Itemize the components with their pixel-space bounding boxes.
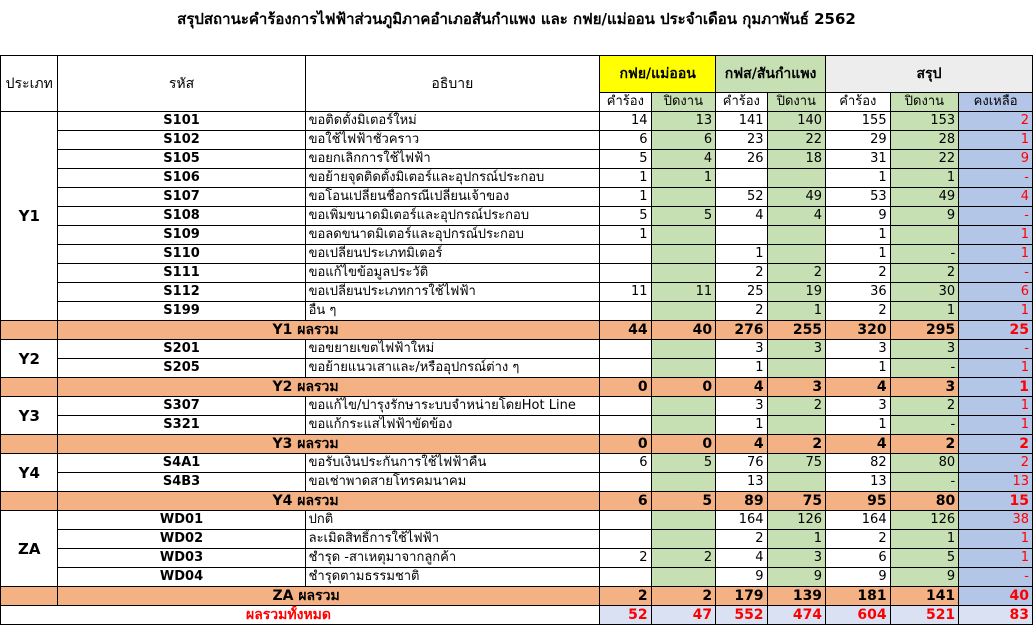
a-closed-cell — [651, 416, 716, 435]
b-request-cell: 3 — [716, 397, 767, 416]
a-request-cell: 5 — [600, 207, 651, 226]
code-cell: S101 — [58, 112, 305, 131]
subtotal-b-request: 4 — [716, 435, 767, 454]
b-request-cell: 2 — [716, 302, 767, 321]
a-request-cell: 1 — [600, 169, 651, 188]
subtotal-a-closed: 40 — [651, 321, 716, 340]
description-cell: ชำรุดตามธรรมชาติ — [305, 568, 600, 587]
remaining-cell: 1 — [959, 359, 1033, 378]
a-request-cell: 6 — [600, 131, 651, 150]
a-request-cell: 11 — [600, 283, 651, 302]
b-closed-cell — [767, 359, 826, 378]
code-cell: S108 — [58, 207, 305, 226]
remaining-cell: - — [959, 264, 1033, 283]
subtotal-a-request: 0 — [600, 378, 651, 397]
b-request-cell: 3 — [716, 340, 767, 359]
b-closed-cell — [767, 169, 826, 188]
subtotal-remaining: 25 — [959, 321, 1033, 340]
description-cell: ขอเช่าพาดสายโทรคมนาคม — [305, 473, 600, 492]
description-cell: ขอเปลี่ยนประเภทมิเตอร์ — [305, 245, 600, 264]
b-closed-cell: 1 — [767, 302, 826, 321]
a-closed-cell: 5 — [651, 454, 716, 473]
code-cell: S205 — [58, 359, 305, 378]
s-closed-cell: 1 — [890, 169, 959, 188]
s-closed-cell: 9 — [890, 207, 959, 226]
subtotal-b-request: 276 — [716, 321, 767, 340]
header-group2: กฟส/สันกำแพง — [716, 56, 826, 93]
b-request-cell — [716, 226, 767, 245]
remaining-cell: 1 — [959, 131, 1033, 150]
s-request-cell: 2 — [826, 264, 891, 283]
s-request-cell: 1 — [826, 416, 891, 435]
a-request-cell — [600, 340, 651, 359]
s-request-cell: 53 — [826, 188, 891, 207]
s-closed-cell: - — [890, 359, 959, 378]
s-closed-cell: 2 — [890, 264, 959, 283]
s-request-cell: 1 — [826, 226, 891, 245]
subtotal-remaining: 2 — [959, 435, 1033, 454]
header-group1: กฟย/แม่ออน — [600, 56, 716, 93]
b-closed-cell — [767, 245, 826, 264]
s-closed-cell: 22 — [890, 150, 959, 169]
subtotal-row — [1, 492, 1033, 511]
code-cell: S4B3 — [58, 473, 305, 492]
subtotal-s-request: 4 — [826, 378, 891, 397]
a-request-cell — [600, 511, 651, 530]
a-request-cell — [600, 245, 651, 264]
b-closed-cell: 140 — [767, 112, 826, 131]
header-summary: สรุป — [826, 56, 1033, 93]
table-row — [1, 340, 1033, 359]
remaining-cell: - — [959, 207, 1033, 226]
s-request-cell: 164 — [826, 511, 891, 530]
code-cell: S112 — [58, 283, 305, 302]
b-request-cell: 1 — [716, 245, 767, 264]
table-row — [1, 473, 1033, 492]
b-closed-cell — [767, 473, 826, 492]
b-request-cell: 2 — [716, 530, 767, 549]
b-request-cell: 76 — [716, 454, 767, 473]
subtotal-row — [1, 587, 1033, 606]
subtotal-a-request: 2 — [600, 587, 651, 606]
code-cell: S307 — [58, 397, 305, 416]
b-closed-cell — [767, 416, 826, 435]
header-b-request: คำร้อง — [716, 93, 767, 112]
a-closed-cell: 6 — [651, 131, 716, 150]
s-request-cell: 2 — [826, 530, 891, 549]
subtotal-blank — [1, 378, 58, 397]
a-closed-cell — [651, 302, 716, 321]
s-closed-cell: 28 — [890, 131, 959, 150]
subtotal-row — [1, 435, 1033, 454]
code-cell: S107 — [58, 188, 305, 207]
category-cell: ZA — [1, 511, 58, 587]
header-type: ประเภท — [1, 56, 58, 112]
a-closed-cell — [651, 188, 716, 207]
description-cell: ขอขยายเขตไฟฟ้าใหม่ — [305, 340, 600, 359]
description-cell: ขอย้ายแนวเสาและ/หรืออุปกรณ์ต่าง ๆ — [305, 359, 600, 378]
description-cell: ขอติดตั้งมิเตอร์ใหม่ — [305, 112, 600, 131]
remaining-cell: 38 — [959, 511, 1033, 530]
b-request-cell: 13 — [716, 473, 767, 492]
b-closed-cell: 2 — [767, 264, 826, 283]
a-closed-cell: 13 — [651, 112, 716, 131]
remaining-cell: 1 — [959, 226, 1033, 245]
s-closed-cell: - — [890, 245, 959, 264]
subtotal-b-closed: 255 — [767, 321, 826, 340]
table-row — [1, 397, 1033, 416]
description-cell: ขอโอนเปลี่ยนชื่อกรณีเปลี่ยนเจ้าของ — [305, 188, 600, 207]
grand-b-closed: 474 — [767, 606, 826, 625]
a-request-cell — [600, 302, 651, 321]
s-closed-cell: - — [890, 473, 959, 492]
grand-a-request: 52 — [600, 606, 651, 625]
code-cell: WD01 — [58, 511, 305, 530]
table-row — [1, 150, 1033, 169]
header-s-closed: ปิดงาน — [890, 93, 959, 112]
table-row — [1, 511, 1033, 530]
a-request-cell: 6 — [600, 454, 651, 473]
table-row — [1, 416, 1033, 435]
s-closed-cell: 126 — [890, 511, 959, 530]
code-cell: S105 — [58, 150, 305, 169]
code-cell: WD04 — [58, 568, 305, 587]
code-cell: S199 — [58, 302, 305, 321]
s-request-cell: 31 — [826, 150, 891, 169]
subtotal-s-request: 181 — [826, 587, 891, 606]
table-row — [1, 359, 1033, 378]
subtotal-b-closed: 3 — [767, 378, 826, 397]
subtotal-a-closed: 0 — [651, 378, 716, 397]
a-request-cell — [600, 397, 651, 416]
subtotal-s-closed: 295 — [890, 321, 959, 340]
code-cell: S102 — [58, 131, 305, 150]
description-cell: ขอแก้ไข/ปารุงรักษาระบบจำหน่ายโดยHot Line — [305, 397, 600, 416]
description-cell: ชำรุด -สาเหตุมาจากลูกค้า — [305, 549, 600, 568]
b-closed-cell: 75 — [767, 454, 826, 473]
subtotal-s-closed: 141 — [890, 587, 959, 606]
subtotal-row — [1, 378, 1033, 397]
remaining-cell: 2 — [959, 112, 1033, 131]
subtotal-label: Y1 ผลรวม — [58, 321, 600, 340]
code-cell: S109 — [58, 226, 305, 245]
b-request-cell: 1 — [716, 359, 767, 378]
table-row — [1, 169, 1033, 188]
grand-s-request: 604 — [826, 606, 891, 625]
grand-a-closed: 47 — [651, 606, 716, 625]
a-request-cell: 2 — [600, 549, 651, 568]
description-cell: ปกติ — [305, 511, 600, 530]
subtotal-a-closed: 2 — [651, 587, 716, 606]
s-closed-cell: 80 — [890, 454, 959, 473]
subtotal-blank — [1, 435, 58, 454]
subtotal-label: ZA ผลรวม — [58, 587, 600, 606]
s-request-cell: 36 — [826, 283, 891, 302]
b-request-cell: 4 — [716, 207, 767, 226]
a-closed-cell — [651, 530, 716, 549]
subtotal-s-closed: 2 — [890, 435, 959, 454]
subtotal-a-request: 0 — [600, 435, 651, 454]
b-request-cell: 52 — [716, 188, 767, 207]
b-closed-cell: 18 — [767, 150, 826, 169]
code-cell: S321 — [58, 416, 305, 435]
a-request-cell — [600, 359, 651, 378]
b-closed-cell: 22 — [767, 131, 826, 150]
subtotal-label: Y3 ผลรวม — [58, 435, 600, 454]
subtotal-blank — [1, 587, 58, 606]
s-closed-cell: 5 — [890, 549, 959, 568]
subtotal-b-closed: 139 — [767, 587, 826, 606]
subtotal-label: Y4 ผลรวม — [58, 492, 600, 511]
b-closed-cell: 19 — [767, 283, 826, 302]
subtotal-s-request: 4 — [826, 435, 891, 454]
b-request-cell: 164 — [716, 511, 767, 530]
b-closed-cell: 49 — [767, 188, 826, 207]
a-request-cell — [600, 473, 651, 492]
b-request-cell — [716, 169, 767, 188]
b-closed-cell: 4 — [767, 207, 826, 226]
b-request-cell: 141 — [716, 112, 767, 131]
remaining-cell: 2 — [959, 454, 1033, 473]
a-closed-cell: 2 — [651, 549, 716, 568]
a-closed-cell — [651, 511, 716, 530]
code-cell: WD03 — [58, 549, 305, 568]
s-request-cell: 29 — [826, 131, 891, 150]
subtotal-s-request: 320 — [826, 321, 891, 340]
subtotal-blank — [1, 492, 58, 511]
remaining-cell: 1 — [959, 549, 1033, 568]
subtotal-b-request: 89 — [716, 492, 767, 511]
b-request-cell: 9 — [716, 568, 767, 587]
s-request-cell: 3 — [826, 340, 891, 359]
s-request-cell: 9 — [826, 207, 891, 226]
a-request-cell: 1 — [600, 226, 651, 245]
code-cell: WD02 — [58, 530, 305, 549]
a-request-cell: 14 — [600, 112, 651, 131]
grand-total-row — [1, 606, 1033, 625]
remaining-cell: - — [959, 169, 1033, 188]
b-closed-cell: 3 — [767, 549, 826, 568]
header-s-request: คำร้อง — [826, 93, 891, 112]
header-b-closed: ปิดงาน — [767, 93, 826, 112]
a-closed-cell: 11 — [651, 283, 716, 302]
subtotal-b-closed: 75 — [767, 492, 826, 511]
remaining-cell: 1 — [959, 416, 1033, 435]
header-a-request: คำร้อง — [600, 93, 651, 112]
table-row — [1, 568, 1033, 587]
a-request-cell — [600, 530, 651, 549]
s-request-cell: 3 — [826, 397, 891, 416]
a-closed-cell — [651, 226, 716, 245]
description-cell: ขอรับเงินประกันการใช้ไฟฟ้าคืน — [305, 454, 600, 473]
table-row — [1, 207, 1033, 226]
header-a-closed: ปิดงาน — [651, 93, 716, 112]
a-request-cell: 1 — [600, 188, 651, 207]
b-closed-cell: 1 — [767, 530, 826, 549]
subtotal-label: Y2 ผลรวม — [58, 378, 600, 397]
description-cell: ขอเปลี่ยนประเภทการใช้ไฟฟ้า — [305, 283, 600, 302]
s-closed-cell: 2 — [890, 397, 959, 416]
b-request-cell: 1 — [716, 416, 767, 435]
description-cell: ขอเพิ่มขนาดมิเตอร์และอุปกรณ์ประกอบ — [305, 207, 600, 226]
subtotal-a-closed: 0 — [651, 435, 716, 454]
description-cell: ขอแก้กระแสไฟฟ้าขัดข้อง — [305, 416, 600, 435]
a-closed-cell: 4 — [651, 150, 716, 169]
description-cell: ขอลดขนาดมิเตอร์และอุปกรณ์ประกอบ — [305, 226, 600, 245]
s-request-cell: 82 — [826, 454, 891, 473]
category-cell: Y4 — [1, 454, 58, 492]
grand-total-label: ผลรวมทั้งหมด — [1, 606, 600, 625]
a-closed-cell — [651, 340, 716, 359]
s-request-cell: 13 — [826, 473, 891, 492]
remaining-cell: 4 — [959, 188, 1033, 207]
subtotal-b-request: 179 — [716, 587, 767, 606]
b-request-cell: 26 — [716, 150, 767, 169]
subtotal-a-request: 6 — [600, 492, 651, 511]
b-closed-cell: 3 — [767, 340, 826, 359]
code-cell: S201 — [58, 340, 305, 359]
b-closed-cell: 126 — [767, 511, 826, 530]
a-request-cell — [600, 416, 651, 435]
description-cell: อื่น ๆ — [305, 302, 600, 321]
code-cell: S111 — [58, 264, 305, 283]
subtotal-s-closed: 3 — [890, 378, 959, 397]
a-request-cell — [600, 568, 651, 587]
remaining-cell: 6 — [959, 283, 1033, 302]
description-cell: ขอย้ายจุดติดตั้งมิเตอร์และอุปกรณ์ประกอบ — [305, 169, 600, 188]
table-row — [1, 302, 1033, 321]
a-closed-cell: 5 — [651, 207, 716, 226]
subtotal-b-request: 4 — [716, 378, 767, 397]
b-request-cell: 23 — [716, 131, 767, 150]
remaining-cell: - — [959, 568, 1033, 587]
subtotal-s-request: 95 — [826, 492, 891, 511]
subtotal-a-request: 44 — [600, 321, 651, 340]
s-request-cell: 6 — [826, 549, 891, 568]
subtotal-row — [1, 321, 1033, 340]
header-remaining: คงเหลือ — [959, 93, 1033, 112]
remaining-cell: 1 — [959, 302, 1033, 321]
b-closed-cell: 9 — [767, 568, 826, 587]
header-desc: อธิบาย — [305, 56, 600, 112]
s-closed-cell: 3 — [890, 340, 959, 359]
a-request-cell — [600, 264, 651, 283]
remaining-cell: 9 — [959, 150, 1033, 169]
a-closed-cell — [651, 264, 716, 283]
a-closed-cell — [651, 568, 716, 587]
a-closed-cell — [651, 245, 716, 264]
s-request-cell: 1 — [826, 245, 891, 264]
grand-s-closed: 521 — [890, 606, 959, 625]
s-request-cell: 1 — [826, 359, 891, 378]
b-closed-cell — [767, 226, 826, 245]
s-closed-cell: 153 — [890, 112, 959, 131]
code-cell: S106 — [58, 169, 305, 188]
header-code: รหัส — [58, 56, 305, 112]
subtotal-a-closed: 5 — [651, 492, 716, 511]
b-request-cell: 25 — [716, 283, 767, 302]
a-closed-cell — [651, 397, 716, 416]
table-row — [1, 454, 1033, 473]
table-row — [1, 112, 1033, 131]
table-row — [1, 530, 1033, 549]
b-request-cell: 4 — [716, 549, 767, 568]
grand-b-request: 552 — [716, 606, 767, 625]
subtotal-remaining: 1 — [959, 378, 1033, 397]
subtotal-s-closed: 80 — [890, 492, 959, 511]
table-row — [1, 245, 1033, 264]
s-closed-cell: 30 — [890, 283, 959, 302]
s-closed-cell: 1 — [890, 530, 959, 549]
description-cell: ละเมิดสิทธิ์การใช้ไฟฟ้า — [305, 530, 600, 549]
s-closed-cell: 49 — [890, 188, 959, 207]
table-row — [1, 131, 1033, 150]
b-closed-cell: 2 — [767, 397, 826, 416]
category-cell: Y2 — [1, 340, 58, 378]
table-row — [1, 226, 1033, 245]
s-request-cell: 1 — [826, 169, 891, 188]
remaining-cell: 13 — [959, 473, 1033, 492]
table-row — [1, 549, 1033, 568]
category-cell: Y3 — [1, 397, 58, 435]
subtotal-blank — [1, 321, 58, 340]
code-cell: S4A1 — [58, 454, 305, 473]
a-closed-cell: 1 — [651, 169, 716, 188]
table-row — [1, 283, 1033, 302]
description-cell: ขอใช้ไฟฟ้าชั่วคราว — [305, 131, 600, 150]
s-request-cell: 9 — [826, 568, 891, 587]
a-closed-cell — [651, 473, 716, 492]
code-cell: S110 — [58, 245, 305, 264]
a-request-cell: 5 — [600, 150, 651, 169]
b-request-cell: 2 — [716, 264, 767, 283]
grand-remaining: 83 — [959, 606, 1033, 625]
subtotal-remaining: 40 — [959, 587, 1033, 606]
s-closed-cell: - — [890, 416, 959, 435]
s-request-cell: 155 — [826, 112, 891, 131]
s-request-cell: 2 — [826, 302, 891, 321]
subtotal-remaining: 15 — [959, 492, 1033, 511]
table-row — [1, 188, 1033, 207]
s-closed-cell — [890, 226, 959, 245]
remaining-cell: 1 — [959, 530, 1033, 549]
remaining-cell: 1 — [959, 245, 1033, 264]
description-cell: ขอยกเลิกการใช้ไฟฟ้า — [305, 150, 600, 169]
report-title: สรุปสถานะคำร้องการไฟฟ้าส่วนภูมิภาคอำเภอสันกำแพง และ กฟย/แม่ออน ประจำเดือน กุมภาพันธ์ 2562 — [177, 10, 856, 28]
subtotal-b-closed: 2 — [767, 435, 826, 454]
s-closed-cell: 1 — [890, 302, 959, 321]
table-row — [1, 264, 1033, 283]
description-cell: ขอแก้ไขข้อมูลประวัติ — [305, 264, 600, 283]
s-closed-cell: 9 — [890, 568, 959, 587]
remaining-cell: - — [959, 340, 1033, 359]
a-closed-cell — [651, 359, 716, 378]
remaining-cell: 1 — [959, 397, 1033, 416]
category-cell: Y1 — [1, 112, 58, 321]
